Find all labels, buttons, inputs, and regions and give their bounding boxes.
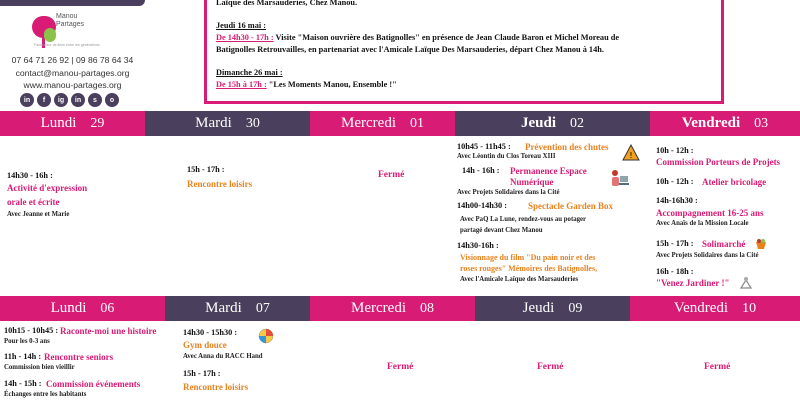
w1-lundi-activity: Activité d'expression [7, 183, 88, 193]
w1-jeudi-e2-activity-2: Numérique [510, 177, 554, 187]
facebook-icon[interactable]: f [37, 93, 51, 107]
w1-vendredi-e1-time: 10h - 12h : [656, 146, 694, 155]
day-header-mardi-07: Mardi 07 [165, 296, 310, 321]
w1-vendredi-e3-sub: Avec Anaïs de la Mission Locale [656, 220, 749, 227]
w1-vendredi-e5-activity: "Venez Jardiner !" [656, 278, 730, 288]
w2-mardi-e1-time: 14h30 - 15h30 : [183, 328, 238, 337]
w2-lundi-e2-activity: Rencontre seniors [44, 352, 114, 362]
w1-jeudi-e1-activity: Prévention des chutes [525, 142, 609, 152]
w2-lundi-e1-time: 10h15 - 10h45 : [4, 326, 59, 335]
w2-mardi-e1-activity: Gym douce [183, 340, 227, 350]
w1-vendredi-e2-activity: Atelier bricolage [702, 177, 767, 187]
w2-vendredi-ferme: Fermé [704, 362, 731, 372]
ball-icon [258, 328, 274, 344]
w2-mercredi-ferme: Fermé [387, 362, 414, 372]
day-header-mardi-30: Mardi 30 [145, 111, 310, 136]
announce-jeudi-date: Jeudi 16 mai : [216, 21, 267, 30]
day-header-jeudi-09: Jeudi 09 [475, 296, 630, 321]
w1-jeudi-e2-activity: Permanence Espace [510, 166, 587, 176]
announce-dimanche-date: Dimanche 26 mai : [216, 68, 283, 77]
day-header-mercredi-08: Mercredi 08 [310, 296, 475, 321]
w2-mardi-e1-sub: Avec Anna du RACC Hand [183, 353, 263, 360]
w1-jeudi-e4-activity: Visionnage du film "Du pain noir et des [460, 253, 596, 262]
w2-lundi-e3-activity: Commission événements [46, 379, 141, 389]
w1-vendredi-e4-time: 15h - 17h : [656, 239, 694, 248]
announce-line: Laïque des Marsauderies, Chez Manou. [216, 0, 358, 7]
day-header-vendredi-10: Vendredi 10 [630, 296, 800, 321]
email-address[interactable]: contact@manou-partages.org [15, 68, 130, 78]
w1-mercredi-ferme: Fermé [378, 170, 405, 180]
w1-jeudi-e3-time: 14h00-14h30 : [457, 201, 508, 210]
phone-numbers: 07 64 71 26 92 | 09 86 78 64 34 [11, 55, 134, 65]
w2-lundi-e3-time: 14h - 15h : [4, 379, 42, 388]
instagram-icon[interactable]: in [20, 93, 34, 107]
w1-vendredi-e4-sub: Avec Projets Solidaires dans la Cité [656, 252, 759, 259]
w2-lundi-e3-sub: Échanges entre les habitants [4, 391, 87, 398]
w2-lundi-e1-activity: Raconte-moi une histoire [60, 326, 157, 336]
logo-text: Manou Partages [56, 13, 85, 28]
w2-jeudi-ferme: Fermé [537, 362, 564, 372]
w1-jeudi-e4-time: 14h30-16h : [457, 241, 499, 250]
svg-text:!: ! [629, 151, 633, 160]
w1-jeudi-e2-time: 14h - 16h : [462, 166, 500, 175]
basket-icon [754, 236, 768, 250]
social-links [20, 93, 119, 107]
people-computer-icon [608, 168, 630, 190]
w1-mardi-activity: Rencontre loisirs [187, 179, 253, 189]
w1-vendredi-e1-activity: Commission Porteurs de Projets [656, 157, 781, 167]
w1-vendredi-e3-time: 14h-16h30 : [656, 196, 698, 205]
snapchat-icon[interactable]: s [88, 93, 102, 107]
top-bar [0, 0, 145, 6]
announce-dimanche-text: "Les Moments Manou, Ensemble !" [266, 80, 397, 89]
day-header-vendredi-03: Vendredi 03 [650, 111, 800, 136]
day-header-mercredi-01: Mercredi 01 [310, 111, 455, 136]
camera-icon[interactable]: ig [54, 93, 68, 107]
w1-jeudi-e3-sub-2: partagé devant Chez Manou [460, 227, 543, 234]
day-header-jeudi-02: Jeudi 02 [455, 111, 650, 136]
w1-jeudi-e1-sub: Avec Léontin du Clos Toreau XIII [457, 153, 556, 160]
w1-vendredi-e5-time: 16h - 18h : [656, 267, 694, 276]
w1-vendredi-e4-activity: Solimarché [702, 239, 746, 249]
w1-jeudi-e3-sub: Avec PaQ La Lune, rendez-vous au potager [460, 216, 587, 223]
w1-jeudi-e3-activity: Spectacle Garden Box [528, 201, 613, 211]
w1-jeudi-e4-sub: Avec l'Amicale Laïque des Marsauderies [460, 276, 579, 283]
w2-lundi-e2-time: 11h - 14h : [4, 352, 42, 361]
w1-lundi-time: 14h30 - 16h : [7, 171, 53, 180]
w1-jeudi-e1-time: 10h45 - 11h45 : [457, 142, 511, 151]
warning-fall-icon [622, 144, 640, 162]
website-link[interactable]: www.manou-partages.org [23, 80, 122, 90]
gardening-icon [738, 276, 754, 290]
announce-jeudi-text-2: Batignolles Retrouvailles, en partenariat avec l'Amicale Laïque Des Marsauderies, départ Chez Manou à 14h. [216, 45, 604, 54]
announce-jeudi-time: De 14h30 - 17h : [216, 33, 274, 42]
w2-lundi-e2-sub: Commission bien vieillir [4, 364, 75, 371]
w2-lundi-e1-sub: Pour les 0-3 ans [4, 338, 50, 345]
w1-jeudi-e2-sub: Avec Projets Solidaires dans la Cité [457, 189, 560, 196]
w1-vendredi-e2-time: 10h - 12h : [656, 177, 694, 186]
day-header-lundi-29: Lundi 29 [0, 111, 145, 136]
w1-mardi-time: 15h - 17h : [187, 165, 225, 174]
w1-vendredi-e3-activity: Accompagnement 16-25 ans [656, 208, 764, 218]
other-social-icon[interactable]: o [105, 93, 119, 107]
linkedin-icon[interactable]: in [71, 93, 85, 107]
announcement-box [204, 0, 724, 104]
announce-dimanche-time: De 15h à 17h : [216, 80, 267, 89]
w1-jeudi-e4-activity-2: roses rouges" Mémoires des Batignolles, [460, 264, 598, 273]
w1-lundi-sub: Avec Jeanne et Marie [7, 211, 70, 218]
w2-mardi-e2-activity: Rencontre loisirs [183, 382, 249, 392]
w1-lundi-activity-2: orale et écrite [7, 197, 60, 207]
day-header-lundi-06: Lundi 06 [0, 296, 165, 321]
logo-tagline: Facilitateur de liens entre les générations [34, 43, 100, 47]
w2-mardi-e2-time: 15h - 17h : [183, 369, 221, 378]
announce-jeudi-text: Visite "Maison ouvrière des Batignolles" en présence de Jean Claude Baron et Michel Moreau de [273, 33, 620, 42]
